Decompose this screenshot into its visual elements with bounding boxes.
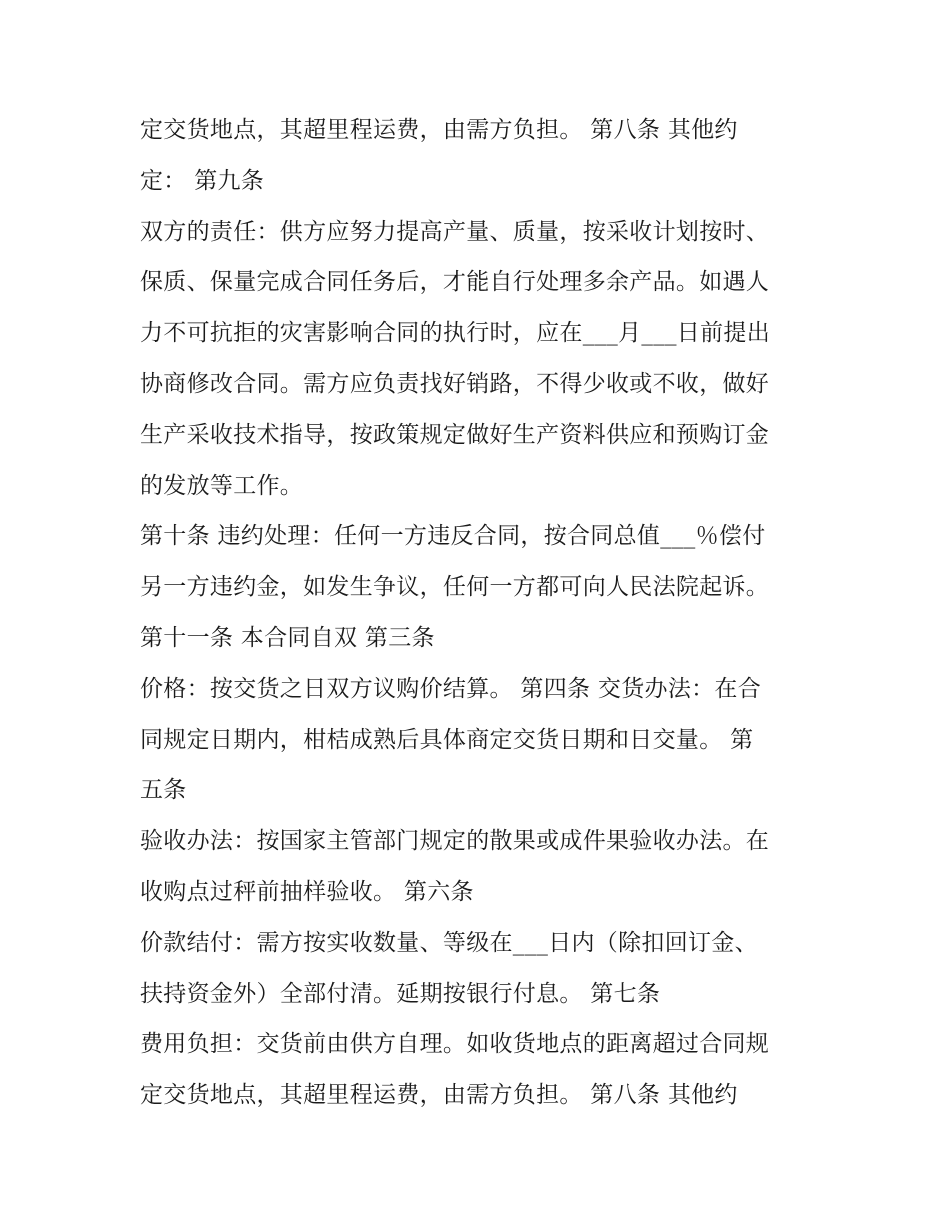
text-line: 价款结付：需方按实收数量、等级在___日内（除扣回订金、 bbox=[140, 929, 758, 956]
text-line: 的发放等工作。 bbox=[140, 472, 304, 499]
text-line: 第十一条 本合同自双 第三条 bbox=[140, 624, 435, 651]
text-line: 价格：按交货之日双方议购价结算。 第四条 交货办法：在合 bbox=[140, 675, 762, 702]
text-line: 费用负担：交货前由供方自理。如收货地点的距离超过合同规 bbox=[140, 1031, 770, 1058]
text-line: 验收办法：按国家主管部门规定的散果或成件果验收办法。在 bbox=[140, 828, 770, 855]
text-line: 保质、保量完成合同任务后，才能自行处理多余产品。如遇人 bbox=[140, 269, 770, 296]
text-line: 另一方违约金，如发生争议，任何一方都可向人民法院起诉。 bbox=[140, 574, 770, 601]
text-line: 扶持资金外）全部付清。延期按银行付息。 第七条 bbox=[140, 980, 661, 1007]
contract-text-body bbox=[140, 105, 830, 1121]
text-line: 双方的责任：供方应努力提高产量、质量，按采收计划按时、 bbox=[140, 218, 770, 245]
text-line: 定交货地点，其超里程运费，由需方负担。 第八条 其他约 bbox=[140, 117, 738, 143]
text-line: 生产采收技术指导，按政策规定做好生产资料供应和预购订金 bbox=[140, 421, 770, 448]
text-line: 同规定日期内，柑桔成熟后具体商定交货日期和日交量。 第 bbox=[140, 726, 754, 753]
text-line: 力不可抗拒的灾害影响合同的执行时，应在___月___日前提出 bbox=[140, 320, 770, 347]
text-line: 第十条 违约处理：任何一方违反合同，按合同总值___％偿付 bbox=[140, 523, 766, 550]
text-line: 定： 第九条 bbox=[140, 167, 265, 194]
text-line: 协商修改合同。需方应负责找好销路，不得少收或不收，做好 bbox=[140, 370, 770, 397]
text-line: 五条 bbox=[140, 777, 187, 804]
text-line: 收购点过秤前抽样验收。 第六条 bbox=[140, 878, 474, 905]
text-line: 定交货地点，其超里程运费，由需方负担。 第八条 其他约 bbox=[140, 1082, 738, 1109]
